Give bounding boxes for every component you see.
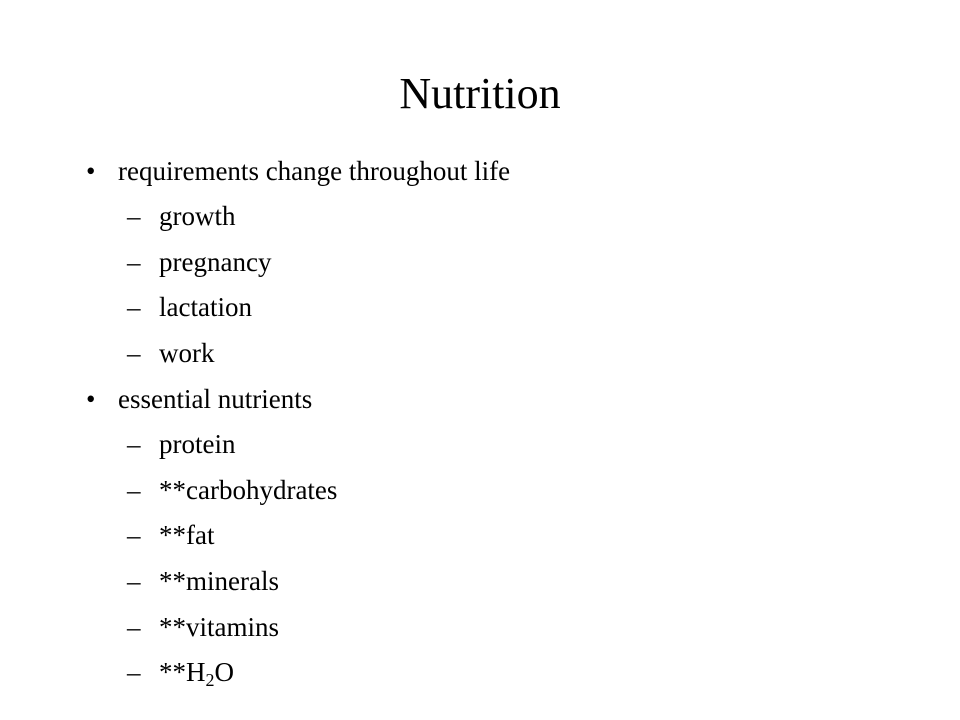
- sub-item-text: **fat: [159, 520, 215, 550]
- dash-marker: –: [127, 612, 141, 642]
- dash-marker: –: [127, 657, 141, 687]
- sub-item-text: protein: [159, 429, 236, 459]
- dash-marker: –: [127, 429, 141, 459]
- dash-marker: –: [127, 475, 141, 505]
- sub-item-text: growth: [159, 201, 236, 231]
- sub-item-text: **carbohydrates: [159, 475, 338, 505]
- dash-marker: –: [127, 338, 141, 368]
- sub-item-text: **minerals: [159, 566, 279, 596]
- dash-marker: –: [127, 201, 141, 231]
- bullet-marker: •: [86, 156, 96, 186]
- bullet-text: essential nutrients: [118, 384, 313, 414]
- dash-marker: –: [127, 292, 141, 322]
- dash-marker: –: [127, 566, 141, 596]
- sub-item-text-water: [159, 656, 234, 688]
- sub-item-text: work: [159, 338, 215, 368]
- bullet-text: requirements change throughout life: [118, 156, 511, 186]
- sub-item-text: **vitamins: [159, 612, 279, 642]
- sub-item-text: pregnancy: [159, 247, 272, 277]
- dash-marker: –: [127, 520, 141, 550]
- sub-item-text: lactation: [159, 292, 252, 322]
- bullet-marker: •: [86, 384, 96, 414]
- dash-marker: –: [127, 247, 141, 277]
- formula-prefix: **H: [159, 657, 206, 687]
- formula-suffix: O: [214, 657, 234, 687]
- slide-title: Nutrition: [399, 69, 561, 118]
- formula-subscript: 2: [205, 670, 215, 690]
